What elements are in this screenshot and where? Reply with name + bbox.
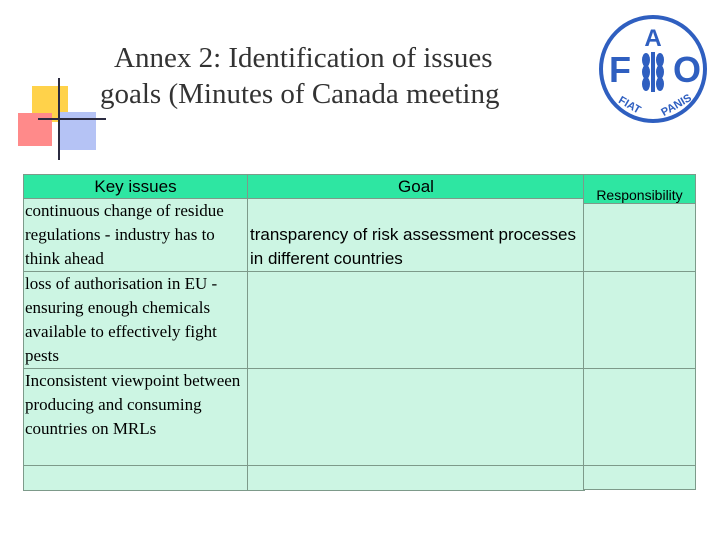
responsibility-cell <box>584 369 696 466</box>
logo-motto-right: PANIS <box>659 92 694 119</box>
fao-logo <box>590 14 714 124</box>
responsibility-cell <box>584 466 696 490</box>
table-row <box>584 466 696 490</box>
issue-cell <box>24 199 248 272</box>
table-row <box>584 369 696 466</box>
title-line-1: Annex 2: Identification of issues <box>114 42 493 74</box>
header-goal: Goal <box>248 175 585 199</box>
slide-title <box>100 40 620 112</box>
goal-cell <box>248 466 585 491</box>
table-row <box>24 466 585 491</box>
responsibility-column <box>583 174 696 490</box>
goal-cell <box>248 369 585 466</box>
issues-table <box>23 174 585 491</box>
table-header-row <box>584 175 696 204</box>
logo-motto-left: FIAT <box>616 94 643 117</box>
goal-text: transparency of risk assessment processes in different countries <box>250 225 576 268</box>
responsibility-cell <box>584 272 696 369</box>
logo-letter-o: O <box>672 49 702 90</box>
issue-cell <box>24 272 248 369</box>
goal-text <box>248 272 584 296</box>
title-line-2: goals (Minutes of Canada meeting <box>100 78 500 110</box>
table-row <box>24 272 585 369</box>
issue-text: continuous change of residue regulations - industry has to think ahead <box>25 201 224 268</box>
decor-horizontal-line <box>38 118 106 120</box>
issue-cell <box>24 466 248 491</box>
responsibility-cell <box>584 204 696 272</box>
table-row <box>584 272 696 369</box>
issue-cell <box>24 369 248 466</box>
table-row <box>584 204 696 272</box>
table-header-row <box>24 175 585 199</box>
header-responsibility: Responsibility <box>584 175 696 204</box>
issue-text: loss of authorisation in EU - ensuring enough chemicals available to effectively fight pests <box>25 274 218 365</box>
issue-text: Inconsistent viewpoint between producing and consuming countries on MRLs <box>25 371 241 438</box>
logo-letter-f: F <box>609 49 631 90</box>
table-row <box>24 369 585 466</box>
goal-cell <box>248 199 585 272</box>
goal-text <box>248 369 584 393</box>
header-key-issues: Key issues <box>24 175 248 199</box>
table-row <box>24 199 585 272</box>
logo-letter-a: A <box>644 25 662 52</box>
wheat-ear-icon <box>642 52 664 92</box>
goal-text <box>248 466 584 490</box>
goal-cell <box>248 272 585 369</box>
